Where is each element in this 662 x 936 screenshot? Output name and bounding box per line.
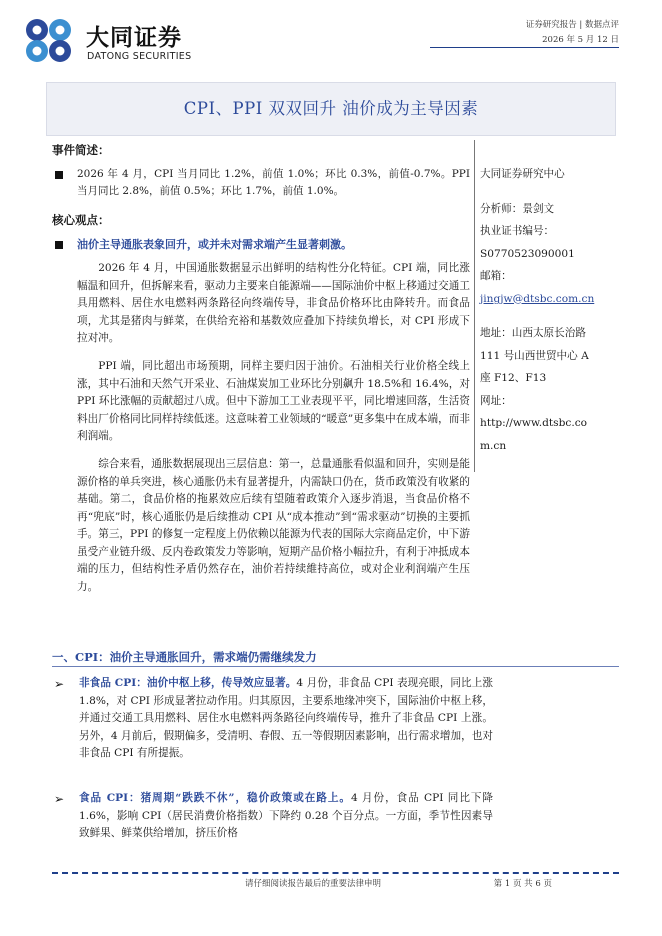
page-number: 第 1 页 共 6 页	[493, 879, 552, 889]
email-label: 邮箱：	[480, 270, 512, 282]
analyst-sidebar	[480, 163, 620, 457]
brand-name-en: DATONG SECURITIES	[87, 51, 192, 62]
website-url[interactable]: http://www.dtsbc.co	[480, 417, 588, 429]
arrow-bullet-icon: ➢	[54, 792, 65, 806]
square-bullet-icon	[55, 171, 63, 179]
cert-number: S0770523090001	[480, 247, 575, 260]
event-text: 2026 年 4 月，CPI 当月同比 1.2%，前值 1.0%；环比 0.3%，前值-0.7%。PPI 当月同比 2.8%，前值 0.5%；环比 1.7%，前值 1.0%。	[77, 168, 470, 197]
core-point-text: 油价主导通胀表象回升，或并未对需求端产生显著刺激。	[77, 238, 352, 251]
arrow-bullet-icon: ➢	[54, 677, 65, 691]
title-banner	[46, 82, 616, 136]
header-divider	[430, 47, 619, 48]
core-heading: 核心观点：	[52, 213, 110, 227]
address-line: 座 F12、F13	[480, 372, 547, 384]
report-title: CPI、PPI 双双回升 油价成为主导因素	[183, 99, 479, 118]
section-underline	[52, 666, 619, 667]
website-url[interactable]: m.cn	[480, 439, 507, 452]
square-bullet-icon	[55, 241, 63, 249]
item-text: 4 月份，非食品 CPI 表现亮眼，同比上涨 1.8%，对 CPI 形成显著拉动作用。归其原因，主要系地缘冲突下，国际油价中枢上移，并通过交通工具用燃料、居住水电燃料两条路径向终端传导，推升了非食品 CPI 上涨。另外，4 月前后，假期偏多，受清明、春假、五一等假期因素影响，出行需求增加，也对非食品 CPI 有所提振。	[79, 677, 493, 759]
item-lead: 非食品 CPI：油价中枢上移，传导效应显著。	[79, 677, 297, 689]
footer-disclaimer: 请仔细阅读报告最后的重要法律申明	[245, 879, 382, 889]
column-divider	[474, 140, 475, 472]
research-center: 大同证券研究中心	[480, 168, 565, 180]
item-lead: 食品 CPI：猪周期“跌跌不休”，稳价政策或在路上。	[79, 792, 351, 804]
item-text: 4 月份，食品 CPI 同比下降 1.6%，影响 CPI（居民消费价格指数）下降约 0.28 个百分点。一方面，季节性因素导致鲜果、鲜菜供给增加，挤压价格	[79, 792, 494, 839]
brand-name-cn: 大同证券	[86, 25, 182, 51]
event-heading: 事件简述：	[52, 143, 110, 157]
section-item	[52, 675, 493, 763]
address-line: 地址：山西太原长治路	[480, 327, 586, 339]
logo-icon	[22, 15, 76, 65]
event-item	[52, 166, 470, 200]
report-date: 2026 年 5 月 12 日	[542, 35, 619, 45]
footer-divider	[52, 872, 619, 874]
analyst-name: 分析师：景剑文	[480, 202, 555, 215]
core-paragraph: 综合来看，通胀数据展现出三层信息：第一，总量通胀看似温和回升，实则是能源价格的单兵突进，核心通胀仍未有显著提升，内需缺口仍在，货币政策没有收紧的基础。第二，食品价格的拖累效应后续有望随着政策介入逐步消退，当食品价格不再“兜底”时，核心通胀仍是后续推动 CPI 从“成本推动”到“需求驱动”切换的主要抓手。第三，PPI 的修复一定程度上仍依赖以能源为代表的国际大宗商品定价，中下游虽受产业链升级、反内卷政策发力等影响，短期产品价格小幅拉升，有利于冲抵成本端的压力，但结构性矛盾仍然存在，油价若持续維持高位，或对企业利润端产生压力。	[77, 458, 470, 593]
report-type: 证券研究报告 | 数据点评	[525, 20, 619, 30]
address-line: 111 号山西世贸中心 A	[480, 349, 589, 362]
section-heading: 一、CPI：油价主导通胀回升，需求端仍需继续发力	[52, 650, 317, 664]
core-paragraph: PPI 端，同比超出市场预期，同样主要归因于油价。石油相关行业价格全线上涨，其中石油和天然气开采业、石油煤炭加工业环比分别飙升 18.5%和 16.4%，对 PPI 环比涨幅的贡献超过八成。但中下游加工工业表现平平，同比增速回落，生活资料出厂价格同比同样持续低迷。这意味着工业领域的“暖意”更多集中在成本端，而非利润端。	[77, 360, 470, 443]
brand-logo	[22, 13, 202, 69]
core-paragraph: 2026 年 4 月，中国通胀数据显示出鲜明的结构性分化特征。CPI 端，同比涨幅温和回升，但拆解来看，驱动力主要来自能源端——国际油价中枢上移通过交通工具用燃料、居住水电燃料两条路径向终端传导，非食品价格环比由降转升。而食品项，尤其是猪肉与鲜菜，在供给充裕和基数效应叠加下持续负增长，对 CPI 形成下拉对冲。	[77, 262, 470, 344]
section-item	[52, 790, 493, 843]
website-label: 网址：	[480, 394, 512, 407]
cert-label: 执业证书编号：	[480, 225, 555, 237]
core-point	[52, 236, 470, 254]
email-link[interactable]: jingjw@dtsbc.com.cn	[480, 292, 595, 305]
summary-column	[52, 138, 470, 605]
